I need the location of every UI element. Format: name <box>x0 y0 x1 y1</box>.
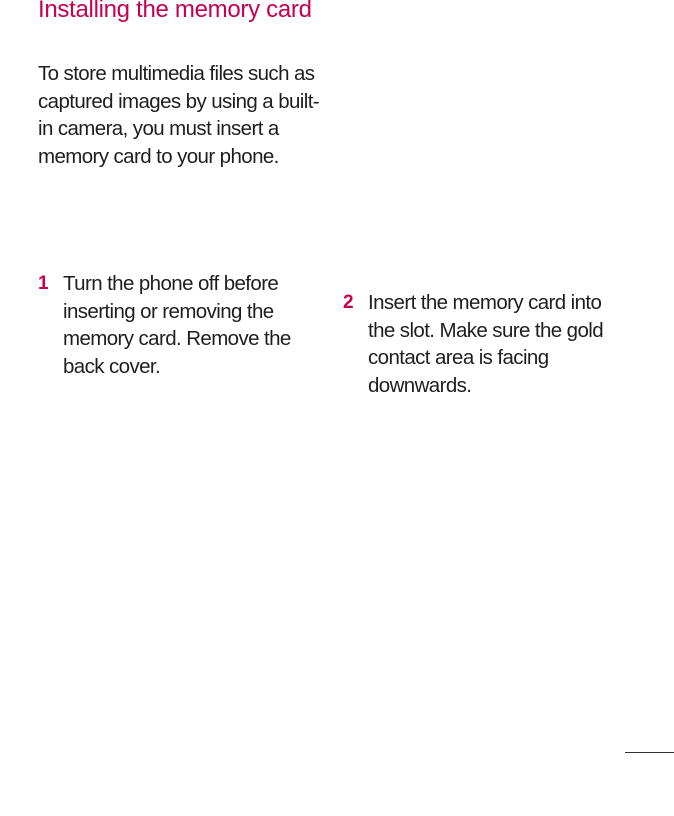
step-text: Turn the phone off before inserting or removing the memory card. Remove the back cover. <box>63 272 291 378</box>
step-number: 2 <box>343 292 354 313</box>
intro-paragraph: To store multimedia files such as captured images by using a built-in camera, you must insert a memory card to your phone. <box>38 62 320 168</box>
page-footer-rule <box>625 752 674 753</box>
step-number: 1 <box>38 273 49 294</box>
section-title: Installing the memory card <box>38 0 312 23</box>
step-1 <box>38 270 303 380</box>
step-2 <box>343 289 618 399</box>
step-text: Insert the memory card into the slot. Make sure the gold contact area is facing downwards. <box>368 291 604 397</box>
